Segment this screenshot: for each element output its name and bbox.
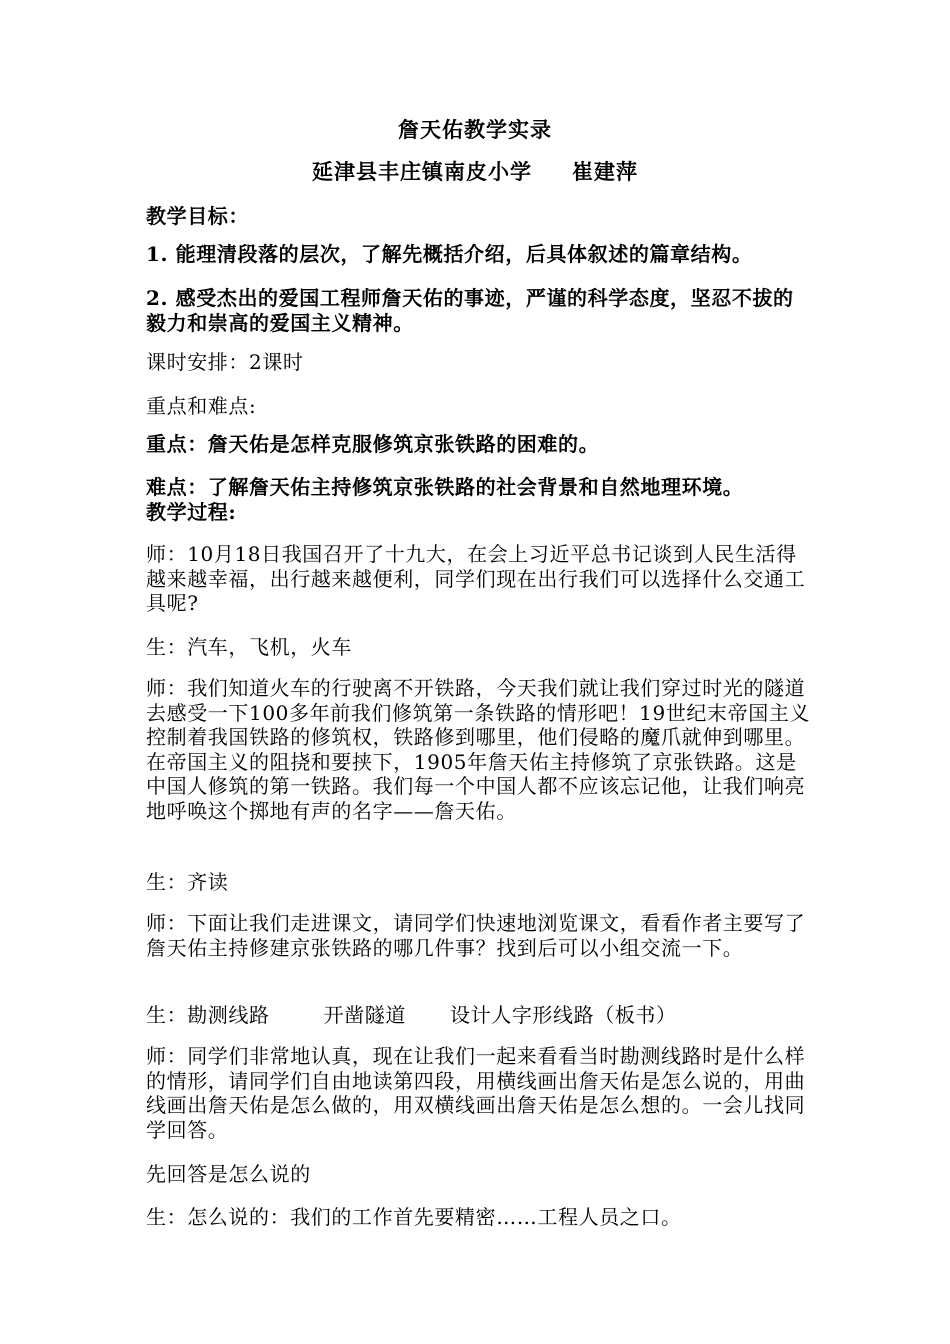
- process-heading: 教学过程:: [146, 500, 237, 524]
- class-schedule: 课时安排：2课时: [146, 350, 304, 374]
- key-points-heading: 重点和难点:: [146, 394, 257, 418]
- key-point: 重点：詹天佑是怎样克服修筑京张铁路的困难的。: [146, 432, 600, 456]
- dialogue-paragraph: 师：10月18日我国召开了十九大，在会上习近平总书记谈到人民生活得越来越幸福，出行越来越便利，同学们现在出行我们可以选择什么交通工具呢?: [146, 542, 806, 615]
- goal-item-2: 2. 感受杰出的爱国工程师詹天佑的事迹，严谨的科学态度，坚忍不拔的毅力和崇高的爱国主义精神。: [146, 286, 794, 335]
- answer-zigzag-route: 设计人字形线路（板书）: [450, 1003, 677, 1027]
- dialogue-paragraph: 生：怎么说的：我们的工作首先要精密……工程人员之口。: [146, 1205, 682, 1229]
- goals-heading: 教学目标：: [146, 204, 249, 228]
- dialogue-paragraph: 师：同学们非常地认真，现在让我们一起来看看当时勘测线路时是什么样的情形，请同学们自由地读第四段，用横线画出詹天佑是怎么说的，用曲线画出詹天佑是怎么做的，用双横线画出詹天佑是怎么想的。一会儿找同学回答。: [146, 1044, 806, 1142]
- answer-dig-tunnel: 开凿隧道: [323, 1003, 407, 1027]
- author-name: 崔建萍: [572, 159, 638, 184]
- goal-item-1: 1. 能理清段落的层次，了解先概括介绍，后具体叙述的篇章结构。: [146, 242, 753, 266]
- dialogue-paragraph: 先回答是怎么说的: [146, 1162, 311, 1186]
- dialogue-paragraph: 生：汽车，飞机，火车: [146, 635, 352, 659]
- answer-survey-route: 生：勘测线路: [146, 1003, 270, 1027]
- document-title: 詹天佑教学实录: [398, 117, 552, 142]
- dialogue-paragraph: 生：齐读: [146, 870, 229, 894]
- document-byline: [0, 159, 950, 185]
- dialogue-paragraph: 师：我们知道火车的行驶离不开铁路，今天我们就让我们穿过时光的隧道去感受一下100多年前我们修筑第一条铁路的情形吧！19世纪末帝国主义控制着我国铁路的修筑权，铁路修到哪里，他们侵略的魔爪就伸到哪里。在帝国主义的阻挠和要挟下，1905年詹天佑主持修筑了京张铁路。这是中国人修筑的第一铁路。我们每一个中国人都不应该忘记他，让我们响亮地呼唤这个掷地有声的名字——詹天佑。: [146, 676, 811, 823]
- dialogue-paragraph: 师：下面让我们走进课文，请同学们快速地浏览课文，看看作者主要写了詹天佑主持修建京张铁路的哪几件事？找到后可以小组交流一下。: [146, 911, 806, 960]
- dialogue-paragraph: [146, 1003, 811, 1028]
- school-name: 延津县丰庄镇南皮小学: [312, 159, 532, 184]
- difficult-point: 难点：了解詹天佑主持修筑京张铁路的社会背景和自然地理环境。: [146, 475, 744, 499]
